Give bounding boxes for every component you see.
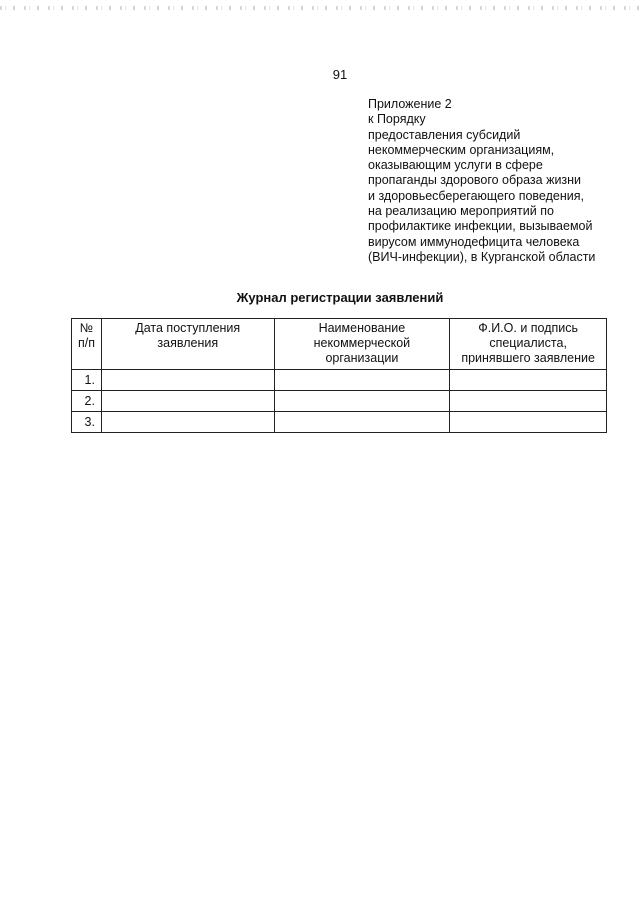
appendix-line: Приложение 2 [368, 97, 452, 111]
registration-table [71, 318, 607, 433]
header-line: заявления [157, 336, 219, 350]
cell-specialist [450, 391, 607, 412]
appendix-line: предоставления субсидий [368, 127, 521, 142]
table-row [72, 391, 607, 412]
cell-specialist [450, 412, 607, 433]
cell-date [101, 370, 274, 391]
header-line: Ф.И.О. и подпись [478, 321, 579, 335]
cell-specialist [450, 370, 607, 391]
cell-organization [274, 391, 450, 412]
appendix-line: (ВИЧ-инфекции), в Курганской области [368, 249, 596, 264]
page-number: 91 [332, 67, 348, 82]
header-line: некоммерческой [313, 336, 411, 350]
table-header-row [72, 319, 607, 370]
table-row [72, 412, 607, 433]
appendix-block [368, 97, 630, 265]
header-line: п/п [77, 336, 95, 350]
column-header-specialist [450, 319, 607, 370]
appendix-line: и здоровьесберегающего поведения, [368, 188, 584, 203]
journal-title: Журнал регистрации заявлений [236, 290, 444, 305]
appendix-line: на реализацию мероприятий по [368, 204, 554, 219]
row-number: 2. [72, 391, 102, 412]
header-line: организации [325, 351, 399, 365]
column-header-date [101, 319, 274, 370]
cell-date [101, 412, 274, 433]
cell-date [101, 391, 274, 412]
row-number: 3. [72, 412, 102, 433]
appendix-line: к Порядку [368, 112, 426, 127]
table-row [72, 370, 607, 391]
appendix-line: пропаганды здорового образа жизни [368, 173, 582, 188]
appendix-line: профилактике инфекции, вызываемой [368, 219, 593, 234]
header-line: принявшего заявление [461, 351, 595, 365]
header-line: Дата поступления [135, 321, 241, 335]
column-header-organization [274, 319, 450, 370]
cell-organization [274, 370, 450, 391]
appendix-line: некоммерческим организациям, [368, 142, 555, 157]
appendix-line: оказывающим услуги в сфере [368, 158, 543, 173]
scan-edge-artifact [0, 6, 640, 10]
row-number: 1. [72, 370, 102, 391]
header-line: специалиста, [489, 336, 567, 350]
column-header-number [72, 319, 102, 370]
header-line: Наименование [318, 321, 406, 335]
header-line: № [79, 321, 94, 335]
appendix-line: вирусом иммунодефицита человека [368, 234, 580, 249]
cell-organization [274, 412, 450, 433]
